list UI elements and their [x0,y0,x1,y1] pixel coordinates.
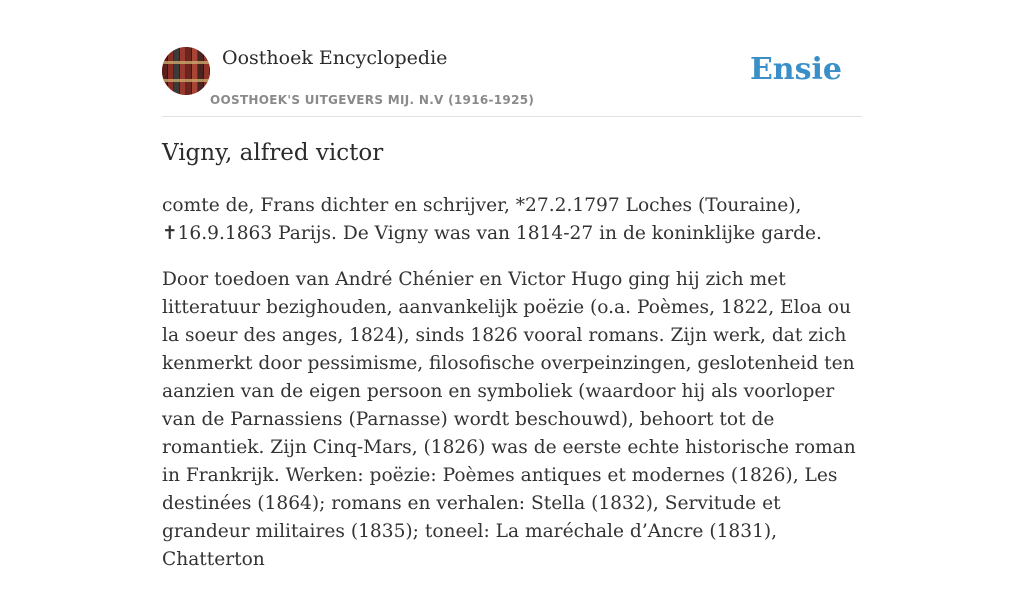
entry-title: Vigny, alfred victor [162,140,384,166]
entry-paragraph: comte de, Frans dichter en schrijver, *27.2.1797 Loches (Touraine), ✝16.9.1863 Parijs. De Vigny was van 1814-27 in de koninklijke garde. [162,195,822,244]
publisher-label: OOSTHOEK'S UITGEVERS MIJ. N.V (1916-1925) [210,93,535,107]
encyclopedia-avatar[interactable] [162,47,210,95]
site-title[interactable]: Oosthoek Encyclopedie [222,47,448,69]
ensie-logo[interactable]: Ensie [749,52,842,87]
entry-content [162,192,862,592]
bookshelf-image [162,47,210,95]
entry-paragraph: Door toedoen van André Chénier en Victor Hugo ging hij zich met litteratuur bezighouden, aanvankelijk poëzie (o.a. Poèmes, 1822, Eloa ou la soeur des anges, 1824), sinds 1826 vooral romans. Zijn werk, dat zich kenmerkt door pessimisme, filosofische overpeinzingen, geslotenheid ten aanzien van de eigen persoon en symboliek (waardoor hij als voorloper van de Parnassiens (Parnasse) wordt beschouwd), behoort tot de romantiek. Zijn Cinq-Mars, (1826) was de eerste echte historische roman in Frankrijk. Werken: poëzie: Poèmes antiques et modernes (1826), Les destinées (1864); romans en verhalen: Stella (1832), Servitude et grandeur militaires (1835); toneel: La maréchale d’Ancre (1831), Chatterton [162,269,856,570]
site-header [162,46,862,117]
